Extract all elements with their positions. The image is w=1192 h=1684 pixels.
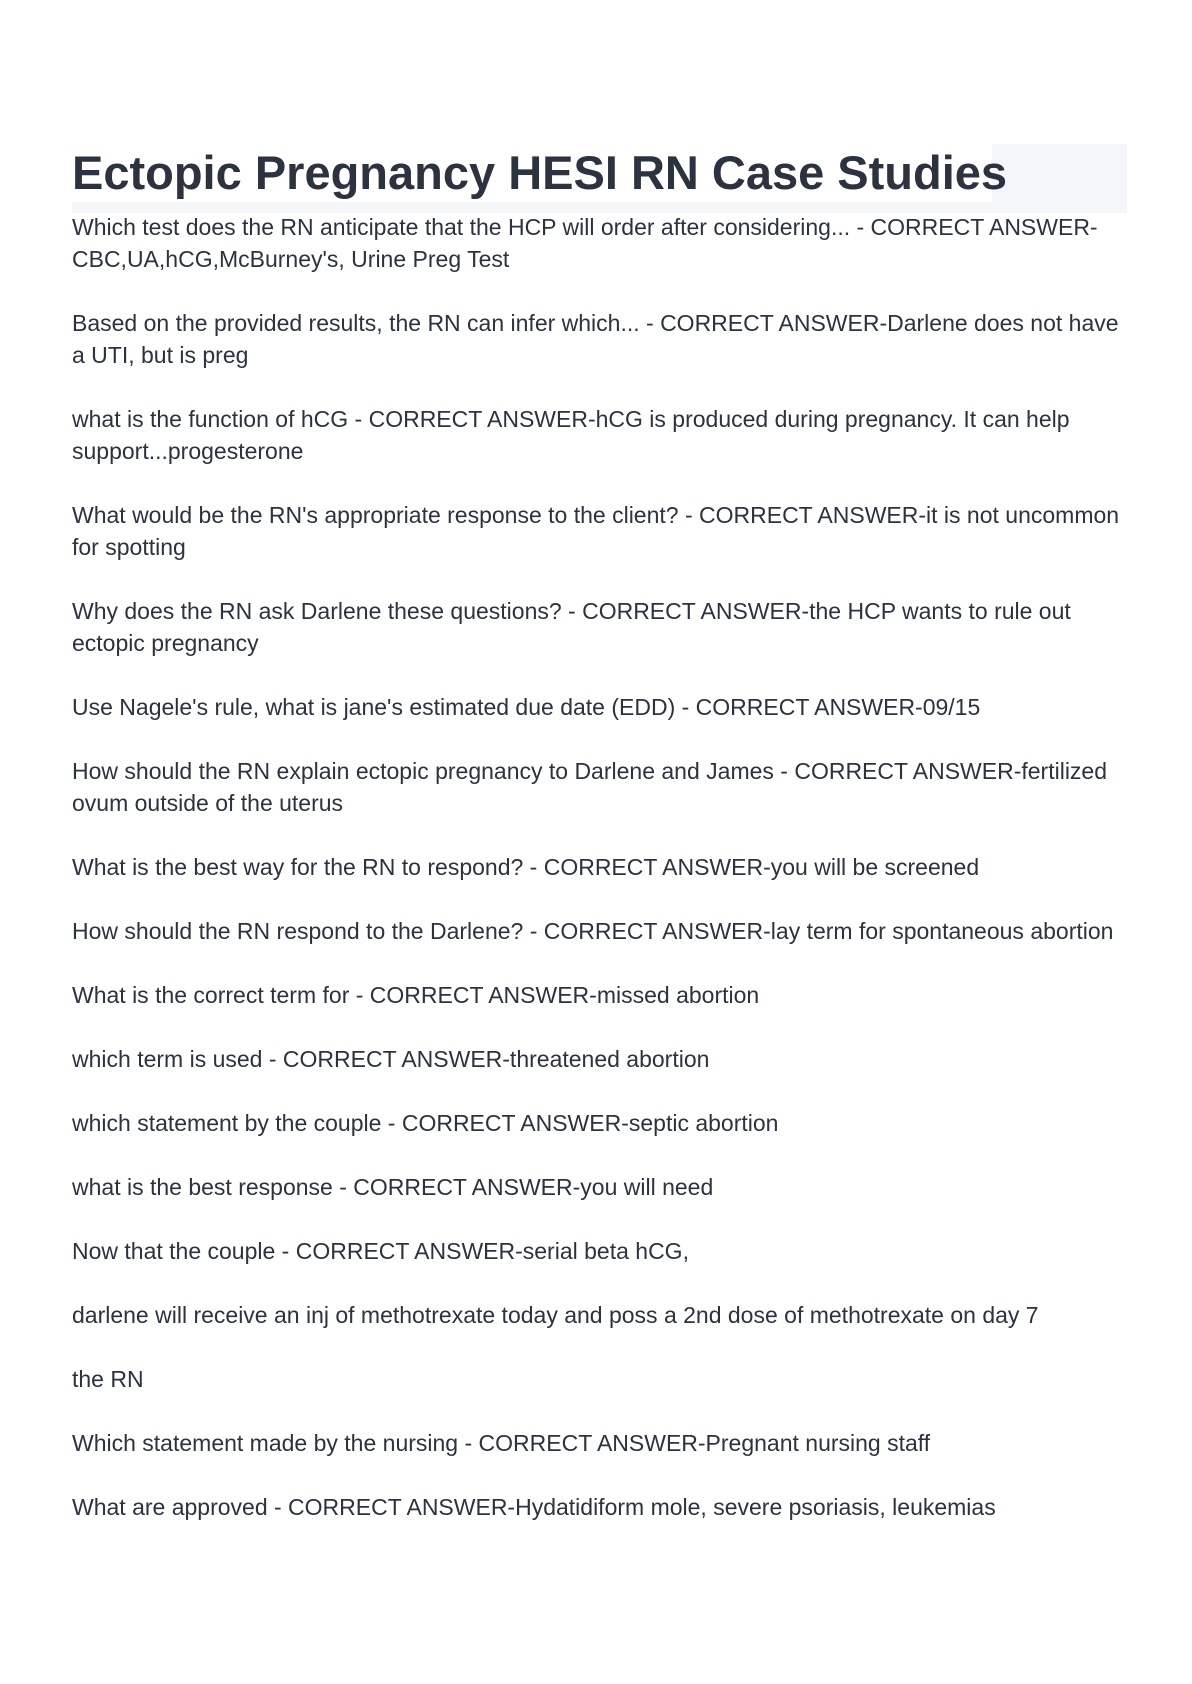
- qa-entry-8: What is the best way for the RN to respond? - CORRECT ANSWER-you will be screened: [72, 854, 980, 880]
- title-block: [72, 144, 1127, 213]
- qa-entry-16: the RN: [72, 1366, 144, 1392]
- qa-entry-11: which term is used - CORRECT ANSWER-threatened abortion: [72, 1046, 710, 1072]
- qa-entry-17: Which statement made by the nursing - CORRECT ANSWER-Pregnant nursing staff: [72, 1430, 931, 1456]
- qa-entry-5: Why does the RN ask Darlene these questions? - CORRECT ANSWER-the HCP wants to rule out ectopic pregnancy: [72, 598, 1071, 656]
- qa-entry-13: what is the best response - CORRECT ANSWER-you will need: [72, 1174, 714, 1200]
- page-title: Ectopic Pregnancy HESI RN Case Studies: [72, 146, 1008, 199]
- qa-list: [72, 211, 1132, 1555]
- qa-entry-2: Based on the provided results, the RN can infer which... - CORRECT ANSWER-Darlene does not have a UTI, but is preg: [72, 310, 1119, 368]
- qa-entry-15: darlene will receive an inj of methotrexate today and poss a 2nd dose of methotrexate on day 7: [72, 1302, 1039, 1328]
- qa-entry-12: which statement by the couple - CORRECT ANSWER-septic abortion: [72, 1110, 779, 1136]
- qa-entry-10: What is the correct term for - CORRECT ANSWER-missed abortion: [72, 982, 760, 1008]
- qa-entry-6: Use Nagele's rule, what is jane's estimated due date (EDD) - CORRECT ANSWER-09/15: [72, 694, 981, 720]
- qa-entry-18: What are approved - CORRECT ANSWER-Hydatidiform mole, severe psoriasis, leukemias: [72, 1494, 996, 1520]
- qa-entry-14: Now that the couple - CORRECT ANSWER-serial beta hCG,: [72, 1238, 689, 1264]
- qa-entry-7: How should the RN explain ectopic pregnancy to Darlene and James - CORRECT ANSWER-fertilized ovum outside of the uterus: [72, 758, 1108, 816]
- qa-entry-3: what is the function of hCG - CORRECT ANSWER-hCG is produced during pregnancy. It can help support...progesterone: [72, 406, 1070, 464]
- qa-entry-4: What would be the RN's appropriate response to the client? - CORRECT ANSWER-it is not uncommon for spotting: [72, 502, 1120, 560]
- qa-entry-9: How should the RN respond to the Darlene? - CORRECT ANSWER-lay term for spontaneous abortion: [72, 918, 1114, 944]
- qa-entry-1: Which test does the RN anticipate that the HCP will order after considering... - CORRECT ANSWER-CBC,UA,hCG,McBurney's, Urine Preg Test: [72, 214, 1098, 272]
